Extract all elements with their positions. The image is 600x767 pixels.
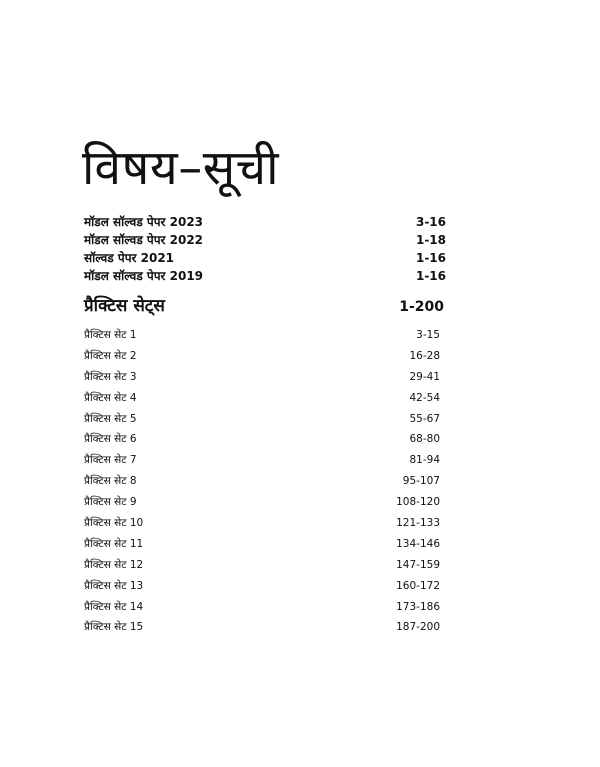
- list-item: [84, 325, 440, 346]
- set-name: प्रैक्टिस सेट 4: [84, 391, 137, 404]
- paper-name: मॉडल सॉल्वड पेपर 2023: [84, 215, 204, 229]
- paper-name: सॉल्वड पेपर 2021: [84, 251, 175, 265]
- page-range: 1-18: [415, 233, 446, 247]
- list-item: [84, 213, 446, 231]
- list-item: [84, 388, 440, 409]
- list-item: [84, 555, 440, 576]
- page-range: 173-186: [396, 600, 440, 613]
- set-name: प्रैक्टिस सेट 6: [84, 433, 137, 446]
- set-name: प्रैक्टिस सेट 11: [84, 537, 144, 550]
- list-item: [84, 576, 440, 597]
- page-range: 16-28: [409, 349, 440, 362]
- page-range: 42-54: [409, 391, 440, 404]
- solved-papers-list: [84, 213, 446, 285]
- set-name: प्रैक्टिस सेट 9: [84, 496, 137, 509]
- list-item: [84, 597, 440, 618]
- list-item: [84, 367, 440, 388]
- list-item: [84, 231, 446, 249]
- list-item: [84, 617, 440, 638]
- page-range: 81-94: [409, 454, 440, 467]
- page-range: 1-16: [415, 251, 446, 265]
- page-title: विषय–सूची: [82, 140, 280, 197]
- set-name: प्रैक्टिस सेट 1: [84, 329, 137, 341]
- set-name: प्रैक्टिस सेट 10: [84, 517, 144, 530]
- section-page-range: 1-200: [399, 299, 444, 315]
- page-range: 187-200: [396, 621, 440, 634]
- list-item: [84, 346, 440, 367]
- list-item: [84, 267, 446, 285]
- set-name: प्रैक्टिस सेट 3: [84, 370, 137, 383]
- page-range: 121-133: [396, 517, 440, 530]
- paper-name: मॉडल सॉल्वड पेपर 2019: [84, 269, 204, 283]
- set-name: प्रैक्टिस सेट 12: [84, 558, 144, 571]
- page-range: 3-15: [416, 329, 440, 341]
- list-item: [84, 450, 440, 471]
- practice-sets-list: [84, 325, 440, 638]
- page-range: 3-16: [415, 215, 446, 229]
- section-header: [84, 293, 444, 316]
- set-name: प्रैक्टिस सेट 15: [84, 621, 144, 634]
- list-item: [84, 513, 440, 534]
- page-range: 134-146: [396, 537, 440, 550]
- page-range: 108-120: [396, 496, 440, 509]
- page-range: 95-107: [402, 475, 440, 488]
- list-item: [84, 249, 446, 267]
- page-range: 55-67: [409, 412, 440, 425]
- paper-name: मॉडल सॉल्वड पेपर 2022: [84, 233, 204, 247]
- list-item: [84, 471, 440, 492]
- page-range: 29-41: [409, 370, 440, 383]
- list-item: [84, 409, 440, 430]
- set-name: प्रैक्टिस सेट 2: [84, 349, 137, 362]
- set-name: प्रैक्टिस सेट 7: [84, 454, 137, 467]
- page-range: 160-172: [396, 579, 440, 592]
- list-item: [84, 534, 440, 555]
- set-name: प्रैक्टिस सेट 14: [84, 600, 144, 613]
- section-title: प्रैक्टिस सेट्स: [84, 296, 165, 316]
- list-item: [84, 429, 440, 450]
- set-name: प्रैक्टिस सेट 13: [84, 579, 144, 592]
- page-range: 1-16: [415, 269, 446, 283]
- set-name: प्रैक्टिस सेट 8: [84, 475, 137, 488]
- page-range: 68-80: [409, 433, 440, 446]
- page-range: 147-159: [396, 558, 440, 571]
- list-item: [84, 492, 440, 513]
- set-name: प्रैक्टिस सेट 5: [84, 412, 137, 425]
